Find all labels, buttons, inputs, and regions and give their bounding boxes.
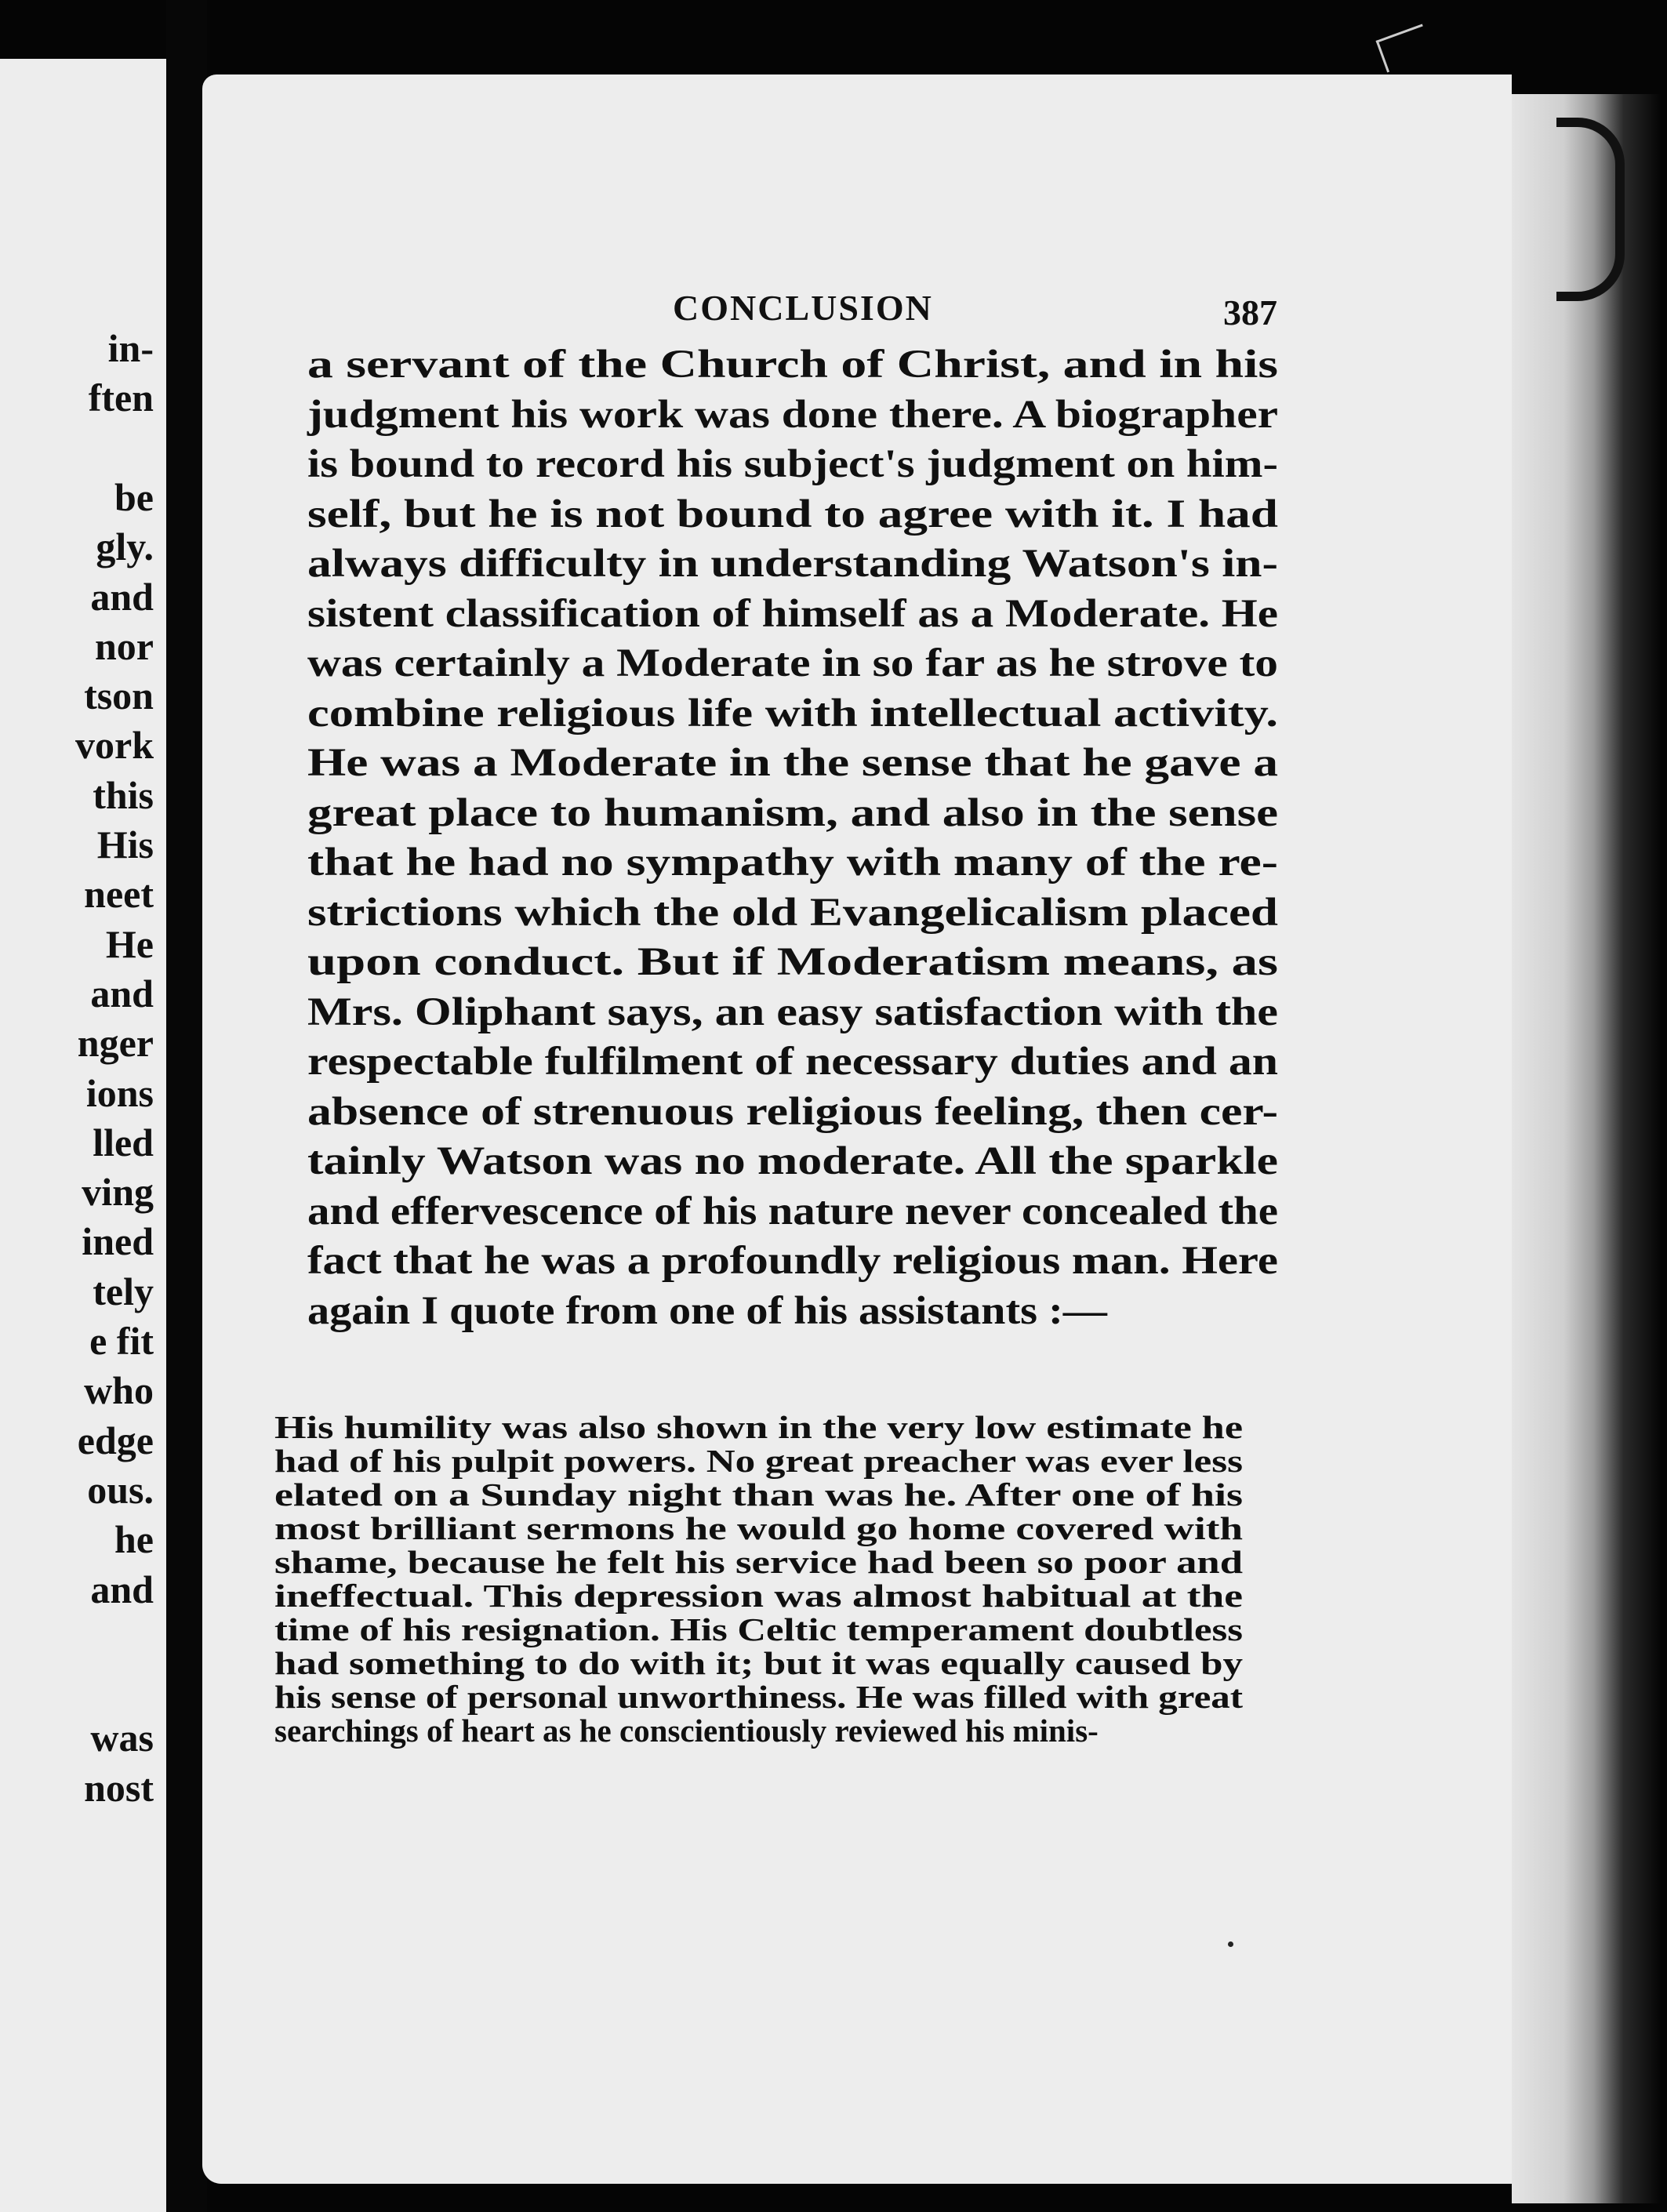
left-page-fragment: neet [84,872,154,917]
body-text-line: upon conduct. But if Moderatism means, as [307,940,1278,984]
quote-text-line: most brilliant sermons he would go home covered with [274,1510,1243,1546]
left-page-fragment: gly. [96,525,154,569]
quote-text-line: His humility was also shown in the very low estimate he [274,1409,1243,1445]
left-page-fragment: ous. [87,1467,154,1512]
quote-text-line: had something to do with it; but it was equally caused by [274,1645,1243,1681]
left-page-fragment: nger [77,1021,154,1066]
left-page-fragment: be [114,474,154,519]
binding-edge [1512,94,1661,2203]
body-text-line: judgment his work was done there. A biographer [307,392,1278,437]
left-page-fragment: who [84,1368,154,1413]
left-page-fragment: His [96,823,154,866]
body-text-line: fact that he was a profoundly religious man. Here [307,1239,1278,1283]
left-page-fragment: tson [84,674,154,718]
left-page-fragment: and [90,971,154,1015]
binding-clip [1556,118,1625,301]
body-text-line: tainly Watson was no moderate. All the sparkle [307,1139,1278,1183]
left-page-fragment: nor [95,623,154,668]
quote-text-line: his sense of personal unworthiness. He was filled with great [274,1679,1243,1715]
body-text-line: is bound to record his subject's judgment on him- [307,442,1278,486]
left-page-fragment: ving [82,1170,154,1215]
left-page-fragment: tely [93,1269,154,1313]
left-page-fragment: was [90,1716,154,1760]
body-text-line: Mrs. Oliphant says, an easy satisfaction with the [307,990,1278,1034]
quote-text-line: had of his pulpit powers. No great preacher was ever less [274,1443,1243,1479]
quote-text-line: shame, because he felt his service had been so poor and [274,1544,1243,1580]
left-page-fragment: in- [107,326,154,370]
running-head-title: CONCLUSION [673,288,933,328]
left-page-fragment: this [93,772,154,817]
body-text-line: that he had no sympathy with many of the re- [307,841,1278,884]
ink-dot [1228,1941,1233,1947]
left-page-fragment: lled [93,1120,154,1164]
quote-text-line: searchings of heart as he conscientiously reviewed his minis- [274,1713,1099,1749]
quote-text-line: time of his resignation. His Celtic temperament doubtless [274,1611,1243,1647]
left-page-edge [0,59,166,2212]
page-number: 387 [1223,292,1277,332]
body-text-line: self, but he is not bound to agree with it. I had [307,492,1278,536]
left-page-fragment: and [90,1567,154,1611]
left-page-fragment: vork [75,723,154,768]
left-page-fragment: e fit [89,1319,154,1363]
body-text-line: again I quote from one of his assistants :— [307,1288,1107,1333]
body-text-line: respectable fulfilment of necessary duties and an [307,1040,1278,1084]
left-page-fragment: ined [82,1219,154,1264]
body-text-line: combine religious life with intellectual activity. [307,691,1278,736]
body-text-line: sistent classification of himself as a Moderate. He [307,591,1278,636]
body-text-line: a servant of the Church of Christ, and in his [307,343,1278,387]
left-page-fragment: He [105,921,154,966]
left-page-fragment: and [90,574,154,619]
left-page-fragment: edge [77,1418,154,1462]
quote-text-line: elated on a Sunday night than was he. After one of his [274,1476,1243,1513]
body-text-line: was certainly a Moderate in so far as he strove to [307,641,1278,685]
left-page-fragment: ften [88,376,154,420]
body-text-line: strictions which the old Evangelicalism placed [307,890,1278,935]
left-page-fragment: he [114,1517,154,1562]
scan-mark [1376,24,1434,73]
quote-text-line: ineffectual. This depression was almost habitual at the [274,1578,1243,1614]
left-page-fragment: nost [84,1765,154,1810]
running-head [0,287,1667,342]
body-text-line: absence of strenuous religious feeling, then cer- [307,1089,1278,1134]
body-text-line: always difficulty in understanding Watson's in- [307,542,1278,586]
body-text-line: and effervescence of his nature never concealed the [307,1189,1278,1233]
body-text-line: He was a Moderate in the sense that he gave a [307,741,1278,785]
left-page-fragment: ions [85,1070,154,1115]
body-text-line: great place to humanism, and also in the sense [307,790,1278,835]
